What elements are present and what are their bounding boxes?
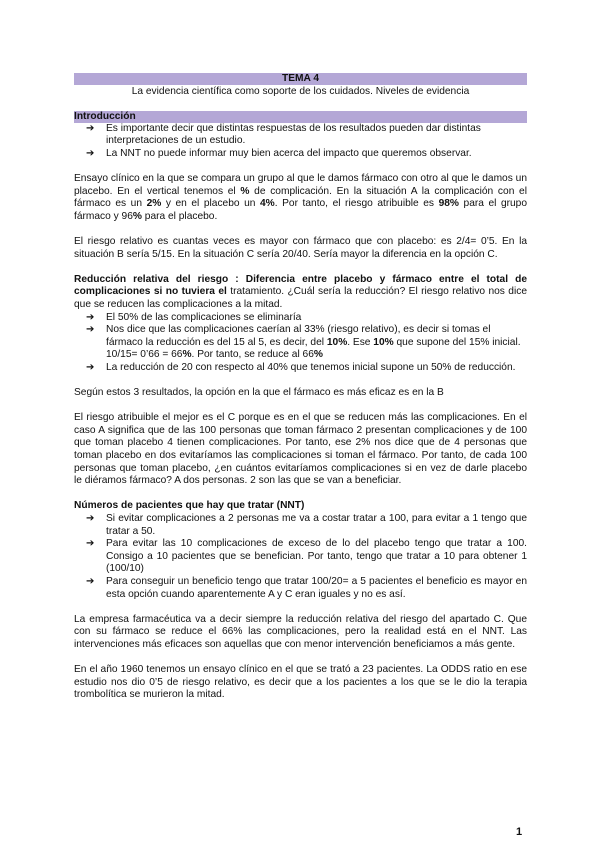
- paragraph-riesgo-atribuible: El riesgo atribuible el mejor es el C porque es en el que se reducen más las complicaciones. En el caso A significa que de las 100 personas que toman fármaco 2 presentan complicaciones y de 100 que toman placebo 4 tienen complicaciones. Por tanto, ese 2% nos dice que de 4 personas que toman placebo en dos evitaríamos las complicaciones si toman el fármaco. Por tanto, de cada 100 personas que toman placebo, ¿en cuántos evitaríamos complicaciones si en vez de darle placebo le diéramos fármaco? A dos personas. 2 son las que se van a beneficiar.: [74, 412, 527, 487]
- arrow-right-icon: ➔: [86, 122, 95, 134]
- paragraph-rrr: Reducción relativa del riesgo : Diferencia entre placebo y fármaco entre el total de complicaciones si no tuviera el tratamiento. ¿Cuál sería la reducción? El riesgo relativo nos dice que se reducen las complicaciones a la mitad.: [74, 273, 527, 310]
- paragraph-ensayo: Ensayo clínico en la que se compara un grupo al que le damos fármaco con otro al que le damos un placebo. En el vertical tenemos el % de complicación. En la situación A la complicación con el fármaco es un 2% y en el placebo un 4%. Por tanto, el riesgo atribuible es 98% para el grupo fármaco y 96% para el placebo.: [74, 172, 528, 222]
- topic-subtitle: La evidencia científica como soporte de los cuidados. Niveles de evidencia: [131, 86, 470, 97]
- nnt-heading: Números de pacientes que hay que tratar (NNT): [74, 500, 305, 512]
- topic-title: TEMA 4: [74, 73, 527, 85]
- list-item: ➔ La reducción de 20 con respecto al 40% que tenemos inicial supone un 50% de reducción.: [86, 361, 516, 373]
- list-item: ➔ Para conseguir un beneficio tengo que tratar 100/20= a 5 pacientes el beneficio es mayor en esta opción cuando aparentemente A y C eran iguales y no es así.: [86, 575, 527, 600]
- list-item: ➔ Nos dice que las complicaciones caerían al 33% (riesgo relativo), es decir si tomas el fármaco la reducción es del 15 al 5, es decir, del 10%. Ese 10% que supone del 15% inicial. 10/15= 0’66 = 66%. Por tanto, se reduce al 66%: [86, 324, 521, 361]
- paragraph-1960: En el año 1960 tenemos un ensayo clínico en el que se trató a 23 pacientes. La ODDS ratio en ese estudio nos dio 0’5 de riesgo relativo, es decir que a los pacientes a los que se le dio la terapia trombolítica se murieron la mitad.: [74, 664, 527, 701]
- list-item: ➔ Para evitar las 10 complicaciones de exceso de lo del placebo tengo que tratar a 100. Consigo a 10 pacientes que se benefician. Por tanto, tengo que tratar a 10 para obtener 1 (100/10): [86, 538, 527, 575]
- nnt-bullet-list: [74, 513, 527, 601]
- document-body: [74, 73, 527, 702]
- arrow-right-icon: ➔: [86, 575, 95, 587]
- arrow-right-icon: ➔: [86, 538, 95, 550]
- list-item: ➔ El 50% de las complicaciones se eliminaría: [86, 311, 302, 323]
- arrow-right-icon: ➔: [86, 513, 95, 524]
- arrow-right-icon: ➔: [86, 361, 95, 373]
- intro-heading: Introducción: [74, 111, 527, 123]
- list-item: ➔ La NNT no puede informar muy bien acerca del impacto que queremos observar.: [86, 147, 472, 159]
- paragraph-riesgo-relativo: El riesgo relativo es cuantas veces es mayor con fármaco que con placebo: es 2/4= 0’5. En la situación B sería 5/15. En la situación C sería 20/40. Sería mayor la diferencia en la opción C.: [74, 235, 527, 260]
- intro-bullet-list: [74, 123, 527, 161]
- list-item: ➔ Si evitar complicaciones a 2 personas me va a costar tratar a 100, para evitar a 1 tengo que tratar a 50.: [86, 513, 527, 537]
- page-number: 1: [516, 826, 523, 838]
- rrr-definition: Reducción relativa del riesgo : Diferencia entre placebo y fármaco entre el total de complicaciones si no tuviera el: [74, 273, 527, 298]
- paragraph-tres-resultados: Según estos 3 resultados, la opción en la que el fármaco es más eficaz es en la B: [74, 387, 444, 399]
- arrow-right-icon: ➔: [86, 324, 95, 336]
- arrow-right-icon: ➔: [86, 311, 95, 323]
- arrow-right-icon: ➔: [86, 147, 95, 159]
- rrr-bullet-list: [74, 312, 527, 375]
- list-item: ➔ Es importante decir que distintas respuestas de los resultados pueden dar distintas interpretaciones de un estudio.: [86, 122, 481, 147]
- paragraph-empresa: La empresa farmacéutica va a decir siempre la reducción relativa del riesgo del apartado C. Que con su fármaco se reduce el 66% las complicaciones, pero la realidad está en el NNT. Las intervenciones más eficaces son aquellas que con menor intervención beneficiamos a más gente.: [74, 613, 527, 650]
